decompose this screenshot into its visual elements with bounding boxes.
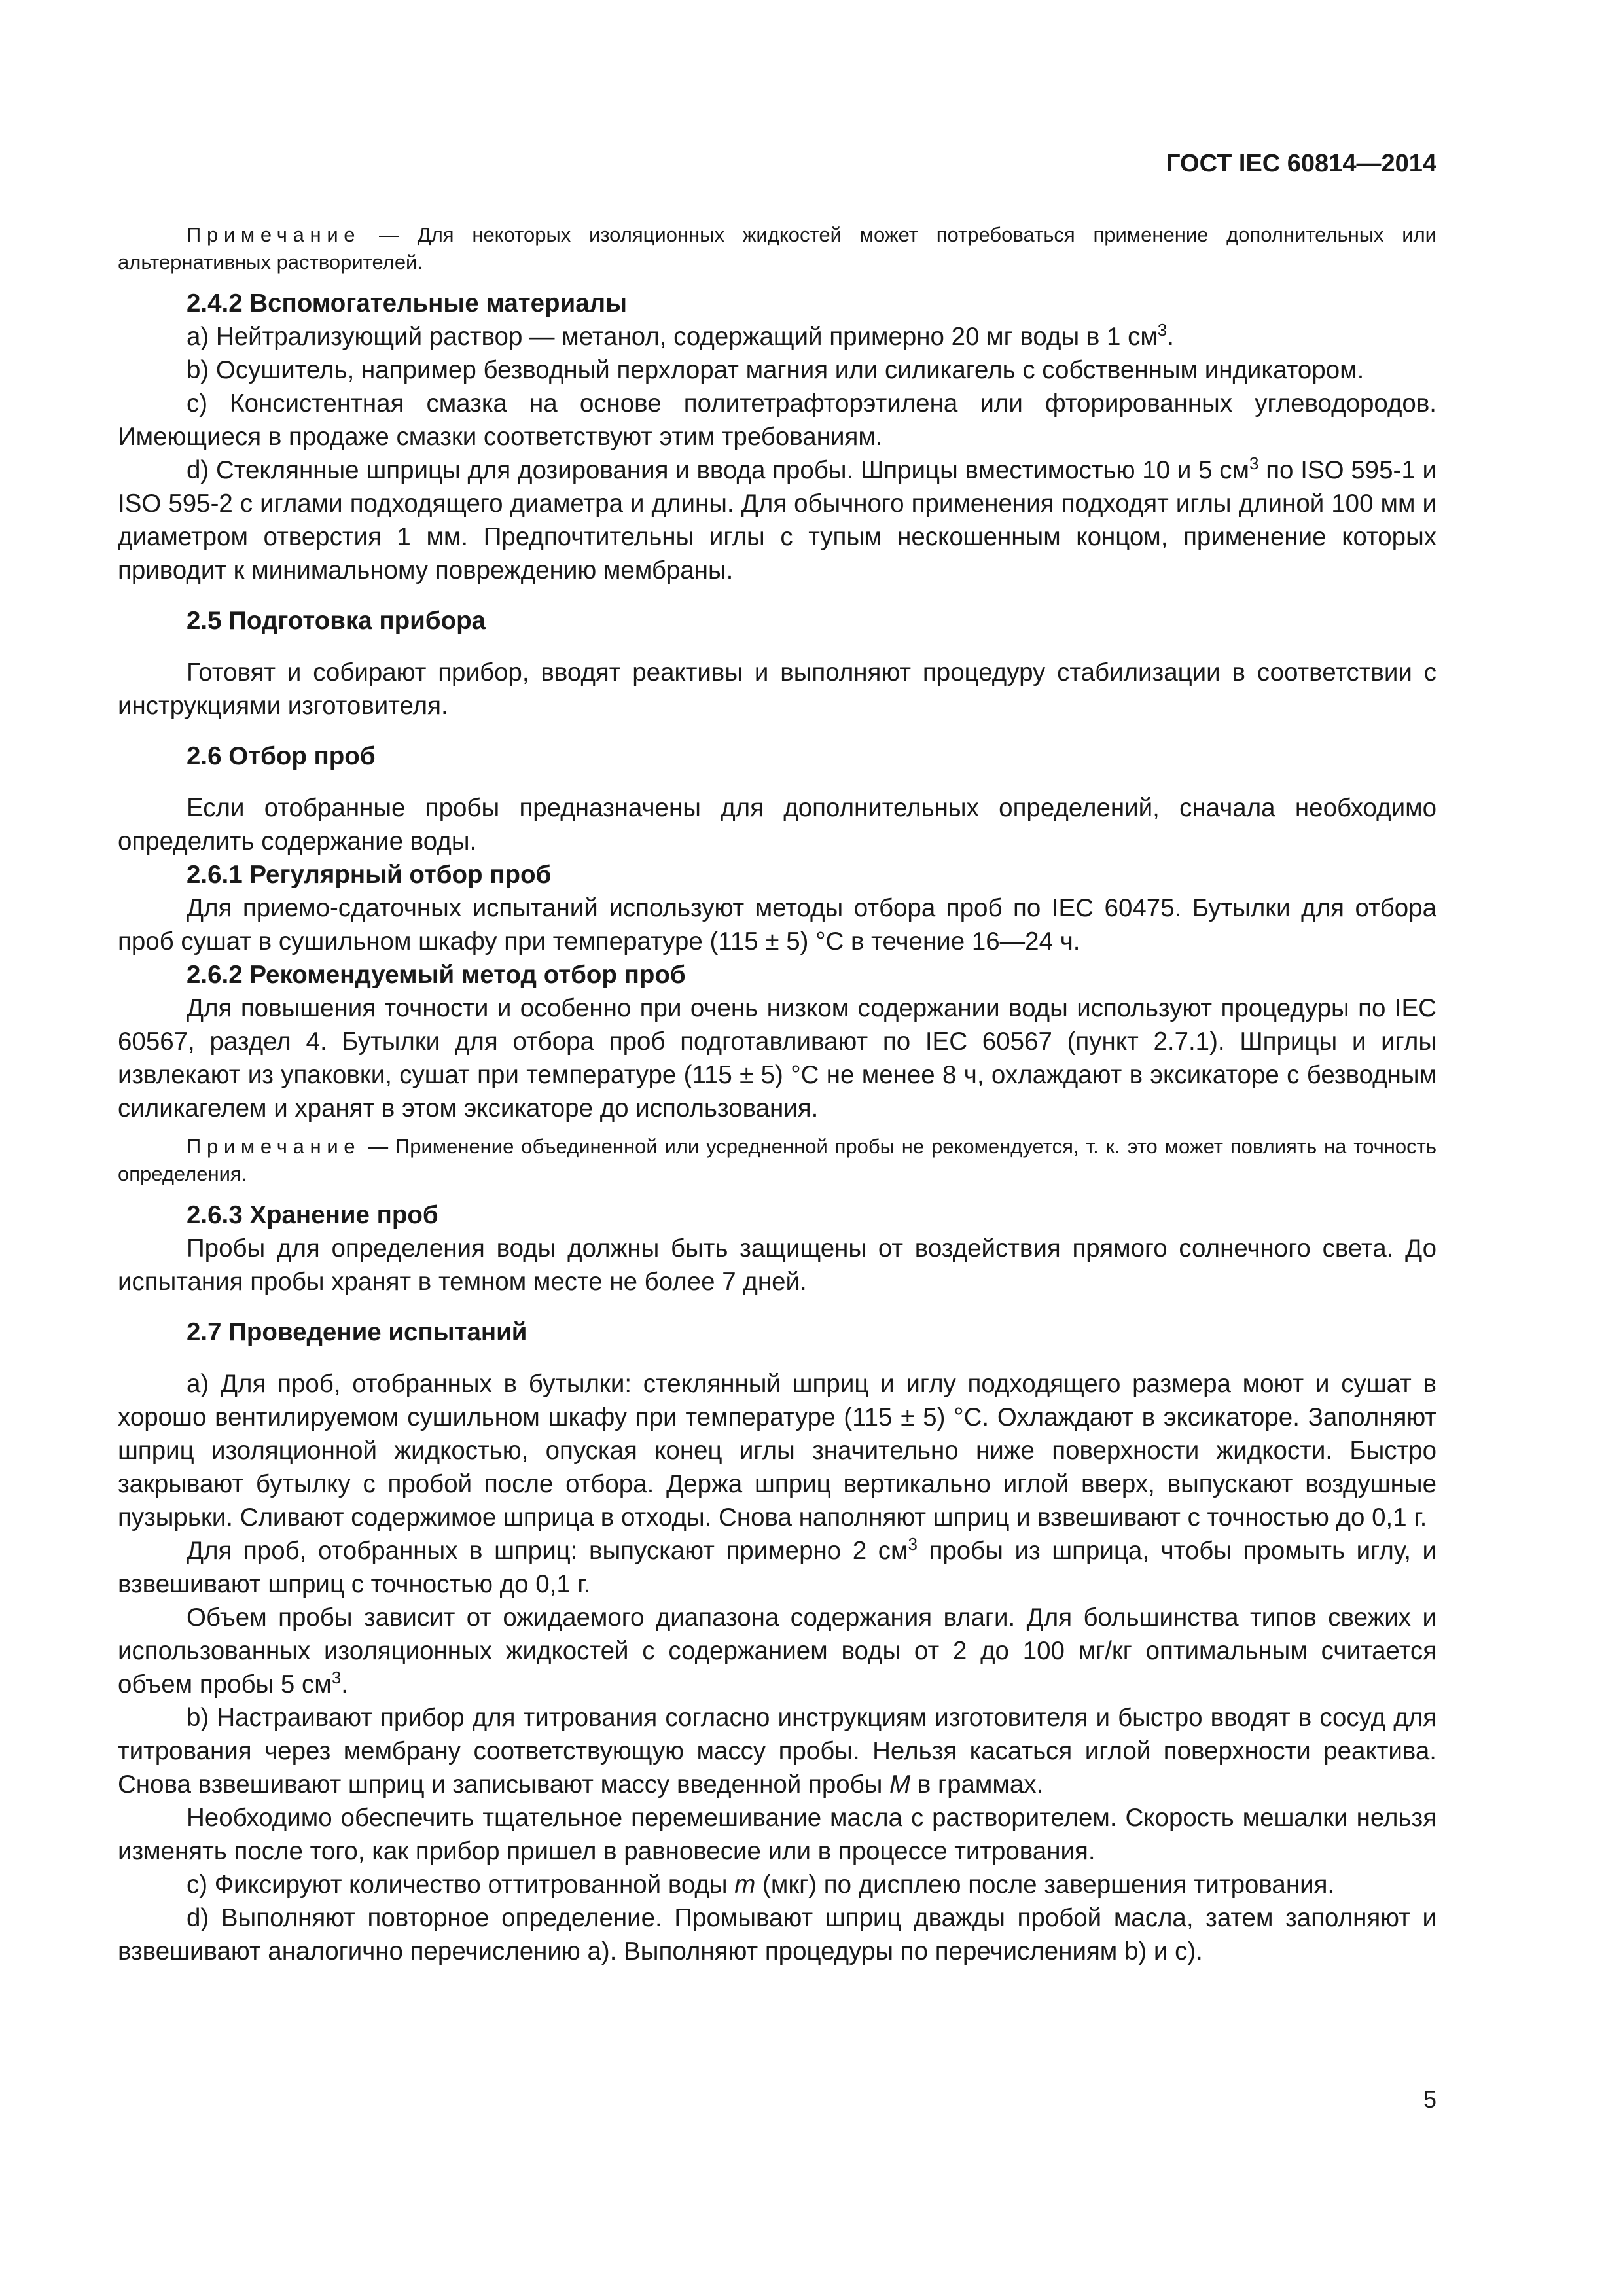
text: b) Настраивают прибор для титрования согласно инструкциям изготовителя и быстро вводят в сосуд для титрования через мембрану соответствующую массу пробы. Нельзя касаться иглой поверхности реактива. Снова взвешивают шприц и записывают массу введенной пробы [118,1704,1436,1799]
para-2-7-b [118,1701,1436,1801]
note-text: — Для некоторых изоляционных жидкостей может потребоваться применение дополнительных или альтернативных растворителей. [118,223,1436,274]
text: (мкг) по дисплею после завершения титрования. [755,1871,1335,1899]
text: a) Нейтрализующий раствор — метанол, содержащий примерно 20 мг воды в 1 см [187,323,1158,351]
note-text: — Применение объединенной или усредненной пробы не рекомендуется, т. к. это может повлиять на точность определения. [118,1135,1436,1185]
para-2-7-mixing: Необходимо обеспечить тщательное перемешивание масла с растворителем. Скорость мешалки нельзя изменять после того, как прибор пришел в равновесие или в процессе титрования. [118,1804,1436,1865]
heading-2-5: 2.5 Подготовка прибора [187,607,486,635]
heading-2-6: 2.6 Отбор проб [187,742,376,770]
superscript: 3 [908,1534,918,1554]
text: по ISO 595-1 и ISO 595-2 с иглами подходящего диаметра и длины. Для обычного применения подходят иглы длиной 100 мм и диаметром отверстия 1 мм. Предпочтительны иглы с тупым нескошенным концом, применение которых приводит к минимальному повреждению мембраны. [118,456,1436,584]
para-2-6: Если отобранные пробы предназначены для дополнительных определений, сначала необходимо определить содержание воды. [118,794,1436,855]
text: . [1167,323,1174,351]
heading-2-6-2: 2.6.2 Рекомендуемый метод отбор проб [187,961,686,989]
para-2-6-1: Для приемо-сдаточных испытаний используют методы отбора проб по IEC 60475. Бутылки для отбора проб сушат в сушильном шкафу при температуре (115 ± 5) °С в течение 16—24 ч. [118,894,1436,956]
text: в граммах. [910,1770,1044,1799]
superscript: 3 [331,1668,342,1688]
heading-2-6-3: 2.6.3 Хранение проб [187,1201,438,1229]
para-2-4-2-b: b) Осушитель, например безводный перхлорат магния или силикагель с собственным индикатором. [187,356,1364,384]
variable-m: m [734,1871,756,1899]
para-2-6-2: Для повышения точности и особенно при очень низком содержании воды используют процедуры по IEC 60567, раздел 4. Бутылки для отбора проб подготавливают по IEC 60567 (пункт 2.7.1). Шприцы и иглы извлекают из упаковки, сушат при температуре (115 ± 5) °С не менее 8 ч, охлаждают в эксикаторе с безводным силикагелем и хранят в этом эксикаторе до использования. [118,994,1436,1122]
para-2-4-2-c: c) Консистентная смазка на основе политетрафторэтилена или фторированных углеводородов. Имеющиеся в продаже смазки соответствуют этим требованиям. [118,389,1436,451]
note-label: Примечание [187,223,361,246]
para-2-4-2-a [118,320,1436,353]
para-2-6-3: Пробы для определения воды должны быть защищены от воздействия прямого солнечного света. До испытания пробы хранят в темном месте не более 7 дней. [118,1234,1436,1296]
para-2-7-d: d) Выполняют повторное определение. Промывают шприц дважды пробой масла, затем заполняют и взвешивают аналогично перечислению a). Выполняют процедуры по перечислениям b) и c). [118,1904,1436,1965]
standard-code: ГОСТ IEC 60814—2014 [1166,150,1436,177]
heading-2-7: 2.7 Проведение испытаний [187,1318,527,1346]
text: . [341,1670,348,1698]
variable-M: M [889,1770,911,1799]
para-2-7-syringe [118,1534,1436,1601]
heading-2-6-1: 2.6.1 Регулярный отбор проб [187,861,552,889]
page-number: 5 [1423,2086,1436,2113]
para-2-7-c [118,1868,1436,1901]
note-label: Примечание [187,1135,361,1158]
text: Объем пробы зависит от ожидаемого диапазона содержания влаги. Для большинства типов свежих и использованных изоляционных жидкостей с содержанием воды от 2 до 100 мг/кг оптимальным считается объем пробы 5 см [118,1604,1436,1698]
note-2 [118,1133,1436,1188]
para-2-4-2-d [118,454,1436,587]
para-2-7-a: a) Для проб, отобранных в бутылки: стеклянный шприц и иглу подходящего размера моют и сушат в хорошо вентилируемом сушильном шкафу при температуре (115 ± 5) °С. Охлаждают в эксикаторе. Заполняют шприц изоляционной жидкостью, опуская конец иглы значительно ниже поверхности жидкости. Быстро закрывают бутылку с пробой после отбора. Держа шприц вертикально иглой вверх, выпускают воздушные пузырьки. Сливают содержимое шприца в отходы. Снова наполняют шприц и взвешивают с точностью до 0,1 г. [118,1370,1436,1532]
page-content [118,221,1436,1968]
superscript: 3 [1249,454,1259,474]
superscript: 3 [1157,320,1168,340]
text: Для проб, отобранных в шприц: выпускают примерно 2 см [187,1537,908,1565]
note-1 [118,221,1436,276]
para-2-7-volume [118,1601,1436,1701]
text: c) Фиксируют количество оттитрованной воды [187,1871,735,1899]
text: пробы из шприца, чтобы промыть иглу, и взвешивают шприц с точностью до 0,1 г. [118,1537,1436,1598]
para-2-5: Готовят и собирают прибор, вводят реактивы и выполняют процедуру стабилизации в соответствии с инструкциями изготовителя. [118,658,1436,720]
text: d) Стеклянные шприцы для дозирования и ввода пробы. Шприцы вместимостью 10 и 5 см [187,456,1249,484]
heading-2-4-2: 2.4.2 Вспомогательные материалы [187,289,627,317]
